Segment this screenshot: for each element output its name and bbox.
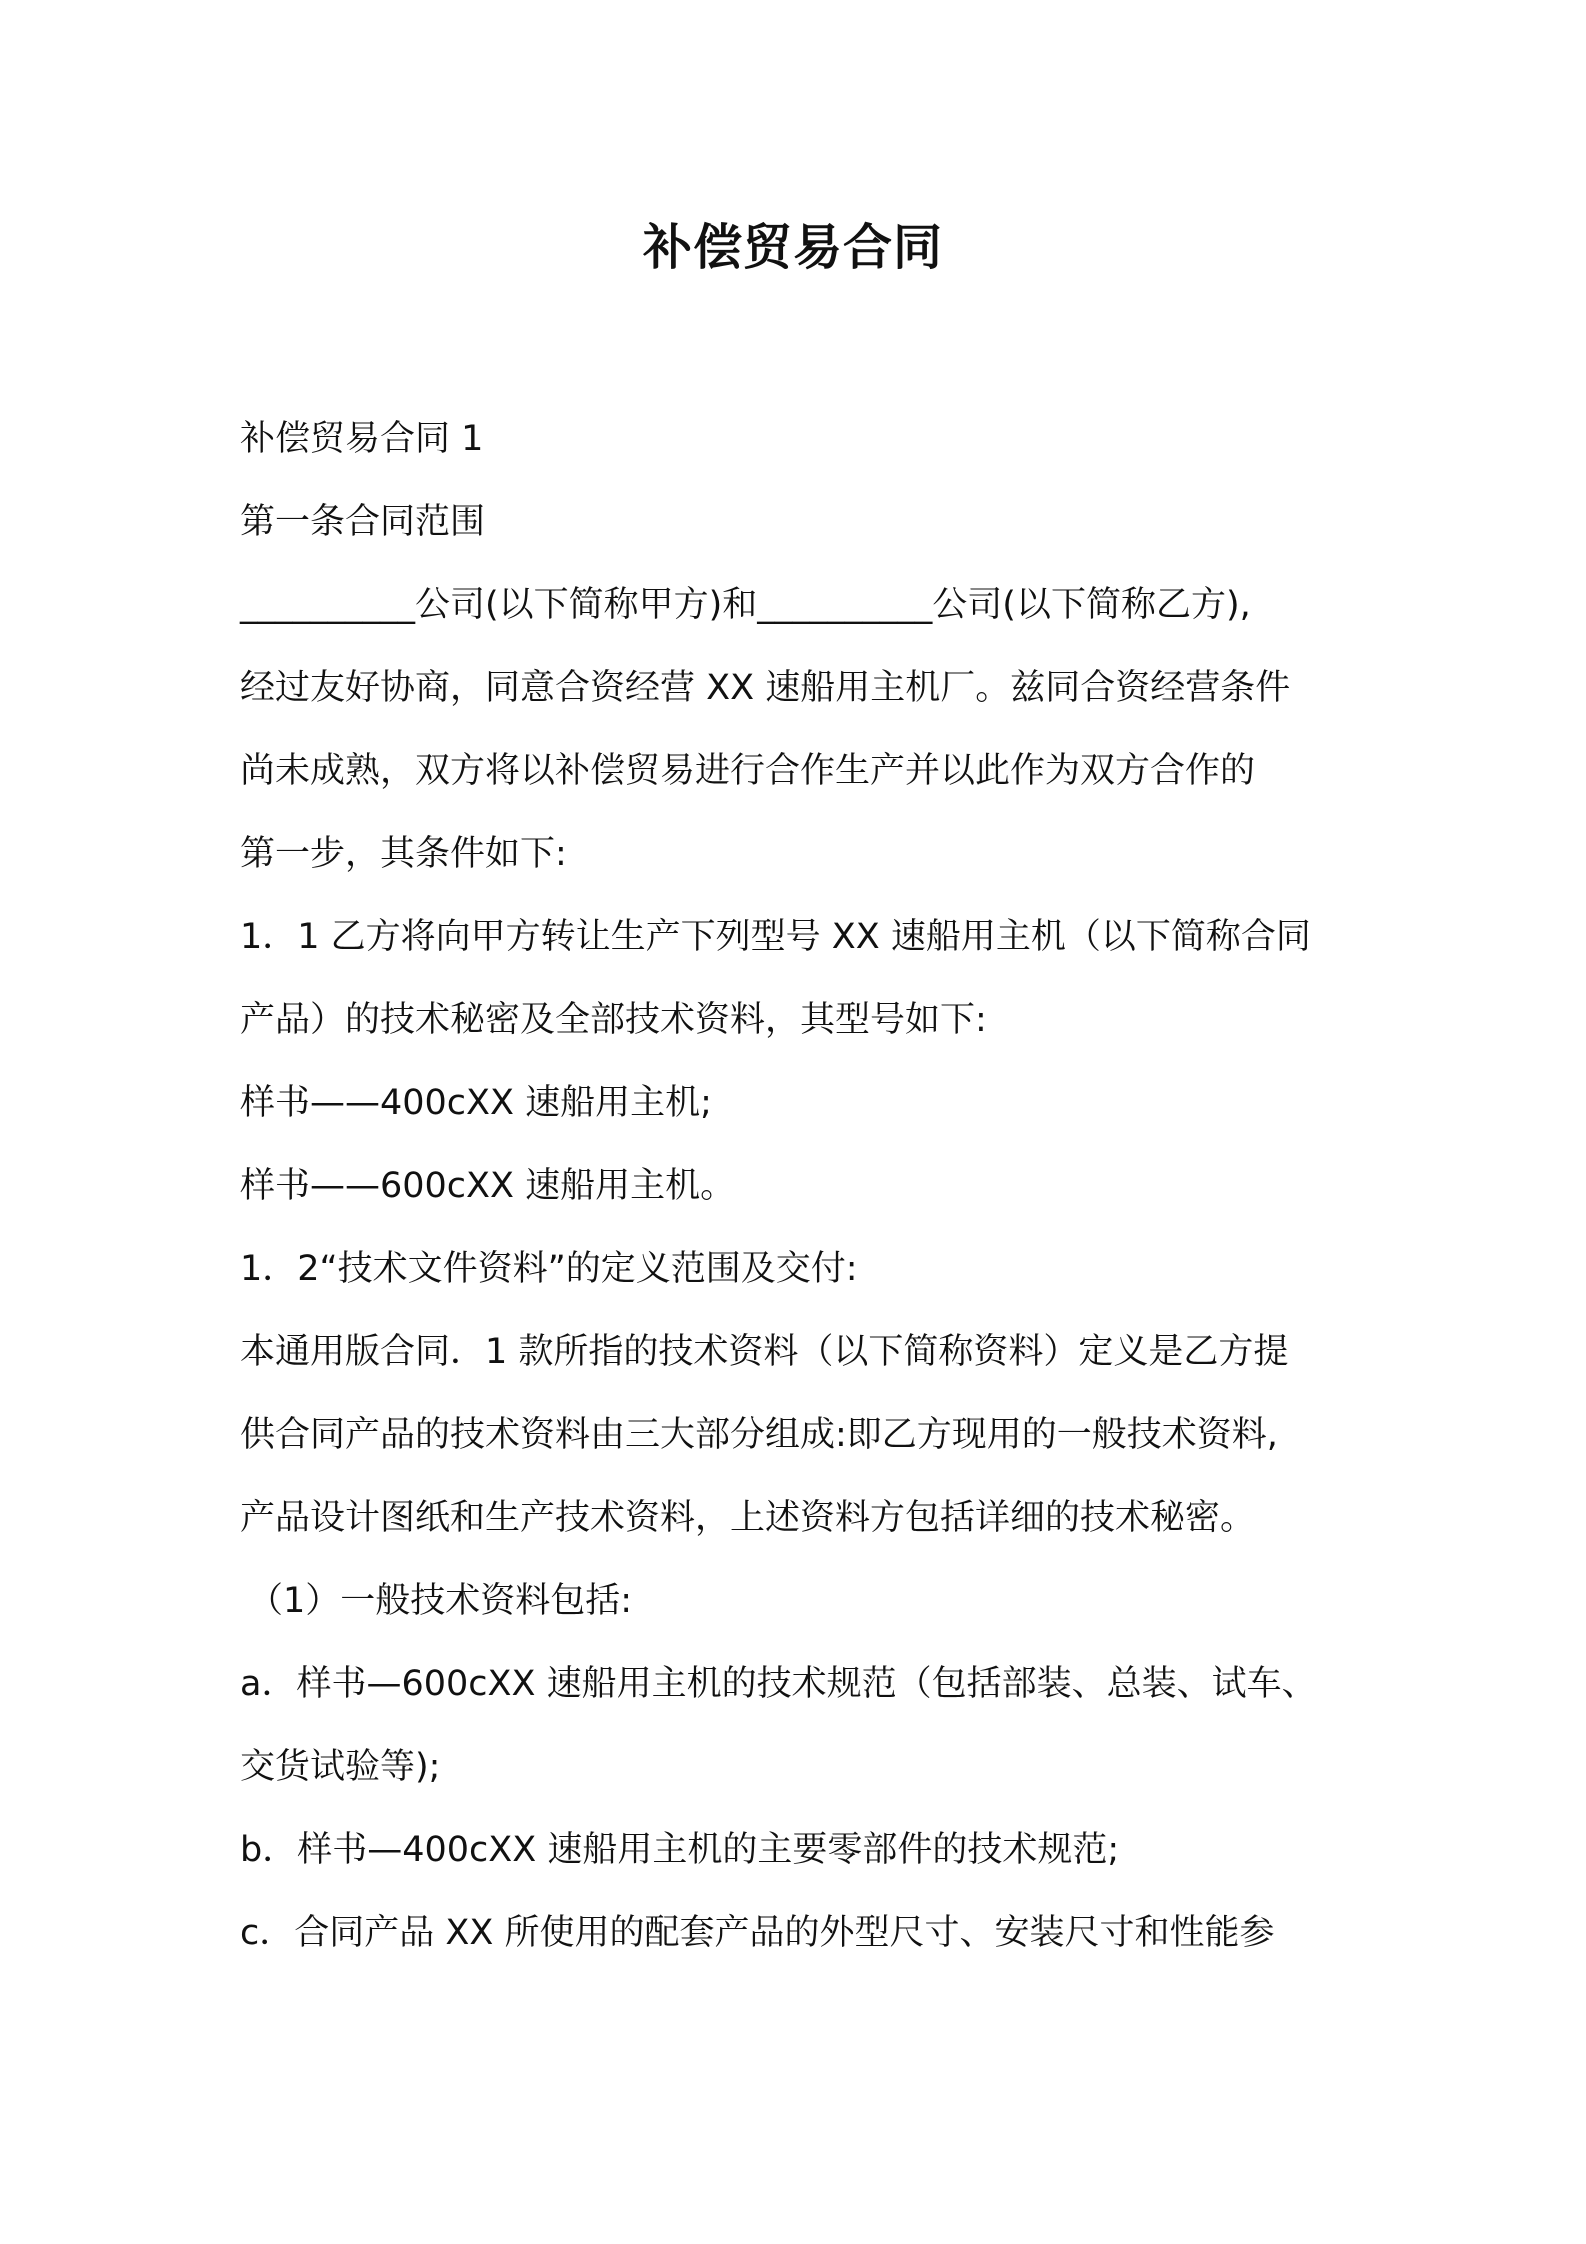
paragraph-line: 第一步，其条件如下: <box>240 834 567 874</box>
paragraph-line: 经过友好协商，同意合资经营 XX 速船用主机厂。兹同合资经营条件 <box>240 668 1291 708</box>
paragraph-line: 本通用版合同．1 款所指的技术资料（以下简称资料）定义是乙方提 <box>240 1332 1289 1372</box>
paragraph-line: 产品）的技术秘密及全部技术资料，其型号如下: <box>240 1000 987 1040</box>
article-heading: 第一条合同范围 <box>240 502 486 542</box>
paragraph-line: __________公司(以下简称甲方)和__________公司(以下简称乙方), <box>240 585 1251 625</box>
list-item: c．合同产品 XX 所使用的配套产品的外型尺寸、安装尺寸和性能参 <box>240 1913 1275 1953</box>
model-item: 样书——400cXX 速船用主机; <box>240 1083 712 1123</box>
paragraph-line: 尚未成熟，双方将以补偿贸易进行合作生产并以此作为双方合作的 <box>240 751 1256 791</box>
subsection-heading: （1）一般技术资料包括: <box>248 1581 633 1621</box>
list-item: b．样书—400cXX 速船用主机的主要零部件的技术规范; <box>240 1830 1120 1870</box>
document-title: 补偿贸易合同 <box>642 219 943 276</box>
list-item: a．样书—600cXX 速船用主机的技术规范（包括部装、总装、试车、 <box>240 1664 1317 1704</box>
section-heading: 补偿贸易合同 1 <box>240 419 484 459</box>
document-body <box>240 398 1380 1975</box>
paragraph-line: 供合同产品的技术资料由三大部分组成:即乙方现用的一般技术资料, <box>240 1415 1278 1455</box>
model-item: 样书——600cXX 速船用主机。 <box>240 1166 736 1206</box>
clause-line: 1．2“技术文件资料”的定义范围及交付: <box>240 1249 858 1289</box>
paragraph-line: 产品设计图纸和生产技术资料，上述资料方包括详细的技术秘密。 <box>240 1498 1256 1538</box>
list-item-continuation: 交货试验等); <box>240 1747 441 1787</box>
clause-line: 1．1 乙方将向甲方转让生产下列型号 XX 速船用主机（以下简称合同 <box>240 917 1311 957</box>
